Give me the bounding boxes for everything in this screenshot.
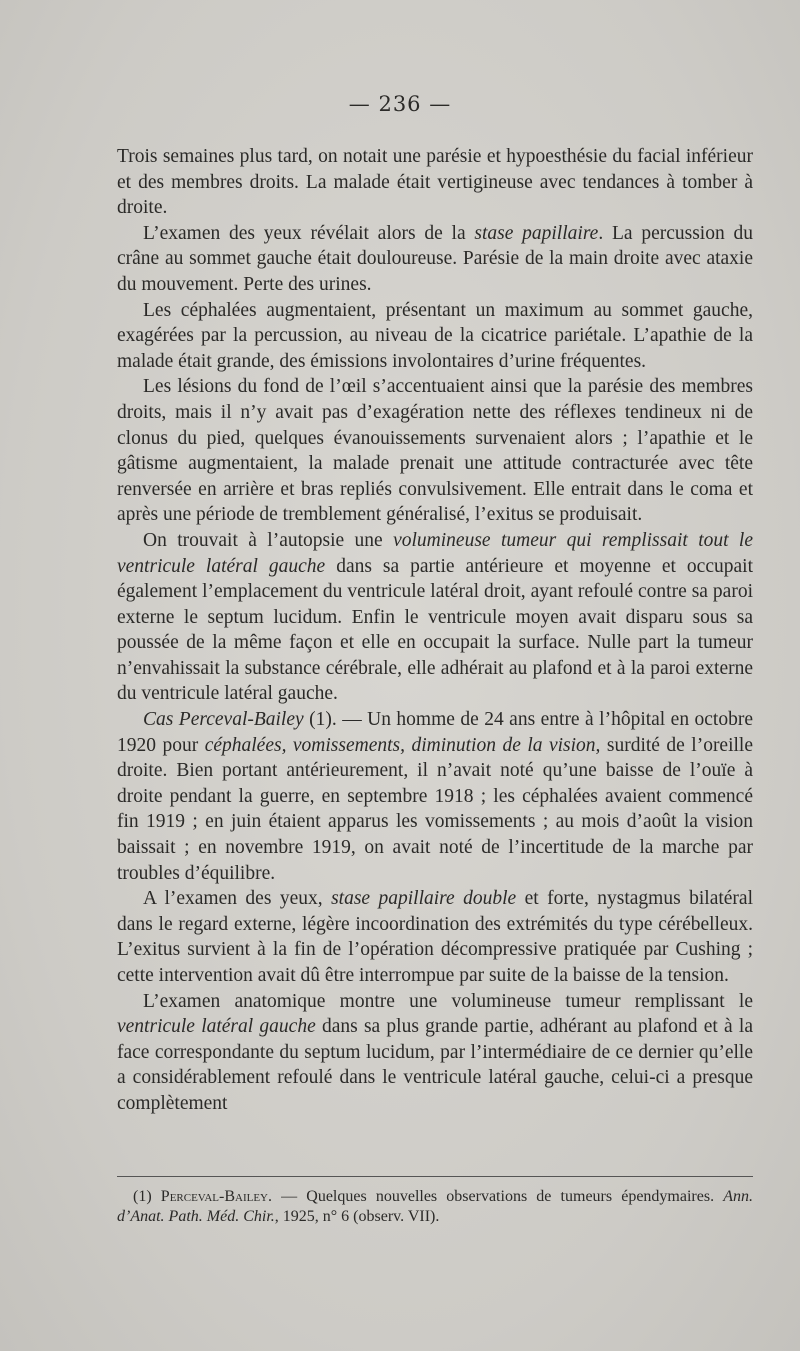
- paragraph-text: L’examen des yeux révélait alors de la: [143, 222, 475, 244]
- paragraph-text: dans sa plus grande partie, adhérant au plafond et à la face correspondante du septum lucidum, par l’intermédiaire de ce dernier qu’elle a considérablement refoulé dans le ventricule latéral gauche, celui-ci a presque complètement: [117, 1016, 753, 1114]
- paragraph-1: [117, 144, 753, 221]
- paragraph-2: [117, 221, 753, 298]
- italic-term: stase papillaire double: [331, 888, 517, 910]
- italic-term: volumineuse tumeur qui remplissait tout le ventricule latéral gauche: [117, 529, 753, 577]
- paragraph-text: L’examen anatomique montre une volumineuse tumeur remplissant le: [143, 990, 753, 1012]
- paragraph-3: [117, 298, 753, 375]
- body-text: [117, 144, 753, 1117]
- italic-term: céphalées, vomissements, diminution de la vision,: [204, 734, 601, 756]
- italic-term: stase papillaire: [474, 222, 599, 244]
- paragraph-7: [117, 886, 753, 988]
- paragraph-text: (1). — Un homme de 24 ans entre à l’hôpital en octobre 1920 pour: [117, 709, 754, 756]
- paragraph-text: Trois semaines plus tard, on notait une parésie et hypoesthésie du facial inférieur et des membres droits. La malade était vertigineuse avec tendances à tomber à droite.: [117, 146, 753, 219]
- paragraph-8: [117, 989, 753, 1117]
- paragraph-text: Les céphalées augmentaient, présentant un maximum au sommet gauche, exagérées par la percussion, au niveau de la cicatrice pariétale. L’apathie de la malade était grande, des émissions involontaires d’urine fréquentes.: [117, 299, 753, 372]
- paragraph-text: A l’examen des yeux,: [143, 888, 332, 910]
- paragraph-text: . La percussion du crâne au sommet gauche était douloureuse. Parésie de la main droite avec ataxie du mouvement. Perte des urines.: [117, 222, 753, 295]
- paragraph-4: [117, 374, 753, 528]
- footnote-marker: (1): [133, 1188, 161, 1205]
- footnote-authors: Perceval-Bailey.: [160, 1188, 272, 1205]
- footnote-text: — Quelques nouvelles observations de tumeurs épendymaires.: [272, 1188, 724, 1205]
- case-title: Cas Perceval-Bailey: [143, 709, 304, 731]
- paragraph-text: Les lésions du fond de l’œil s’accentuaient ainsi que la parésie des membres droits, mais il n’y avait pas d’exagération nette des réflexes tendineux ni de clonus du pied, quelques évanouissements survenaient alors ; l’apathie et le gâtisme augmentaient, la malade prenait une attitude contracturée avec tête renversée en arrière et bras repliés convulsivement. Elle entrait dans le coma et après une période de tremblement généralisé, l’exitus se produisait.: [117, 376, 753, 526]
- paragraph-text: et forte, nystagmus bilatéral dans le regard externe, légère incoordination des extrémités du type cérébelleux. L’exitus survient à la fin de l’opération décompressive pratiquée par Cushing ; cette intervention avait dû être interrompue par suite de la baisse de la tension.: [117, 888, 753, 986]
- footnote: [117, 1187, 753, 1227]
- paragraph-text: On trouvait à l’autopsie une: [143, 529, 394, 551]
- footnote-reference: , 1925, n° 6 (observ. VII).: [274, 1208, 440, 1225]
- paragraph-text: surdité de l’oreille droite. Bien portant antérieurement, il n’avait noté qu’une baisse de l’ouïe à droite pendant la guerre, en septembre 1918 ; les céphalées avaient commencé fin 1919 ; en juin étaient apparus les vomissements ; au mois d’août la vision baissait ; en novembre 1919, on avait noté de l’incertitude de la marche par troubles d’équilibre.: [117, 734, 753, 884]
- paragraph-6: [117, 707, 753, 886]
- footnote-separator: [117, 1176, 753, 1177]
- footnote-journal: Ann. d’Anat. Path. Méd. Chir.: [117, 1188, 754, 1225]
- italic-term: ventricule latéral gauche: [117, 1016, 316, 1038]
- paragraph-text: dans sa partie antérieure et moyenne et occupait également l’emplacement du ventricule latéral droit, ayant refoulé contre sa paroi externe le septum lucidum. Enfin le ventricule moyen avait disparu sous sa poussée de la même façon et elle en occupait la surface. Nulle part la tumeur n’envahissait la substance cérébrale, elle adhérait au plafond et à la paroi externe du ventricule latéral gauche.: [117, 555, 753, 705]
- paragraph-5: [117, 528, 753, 707]
- page-number: — 236 —: [348, 92, 452, 116]
